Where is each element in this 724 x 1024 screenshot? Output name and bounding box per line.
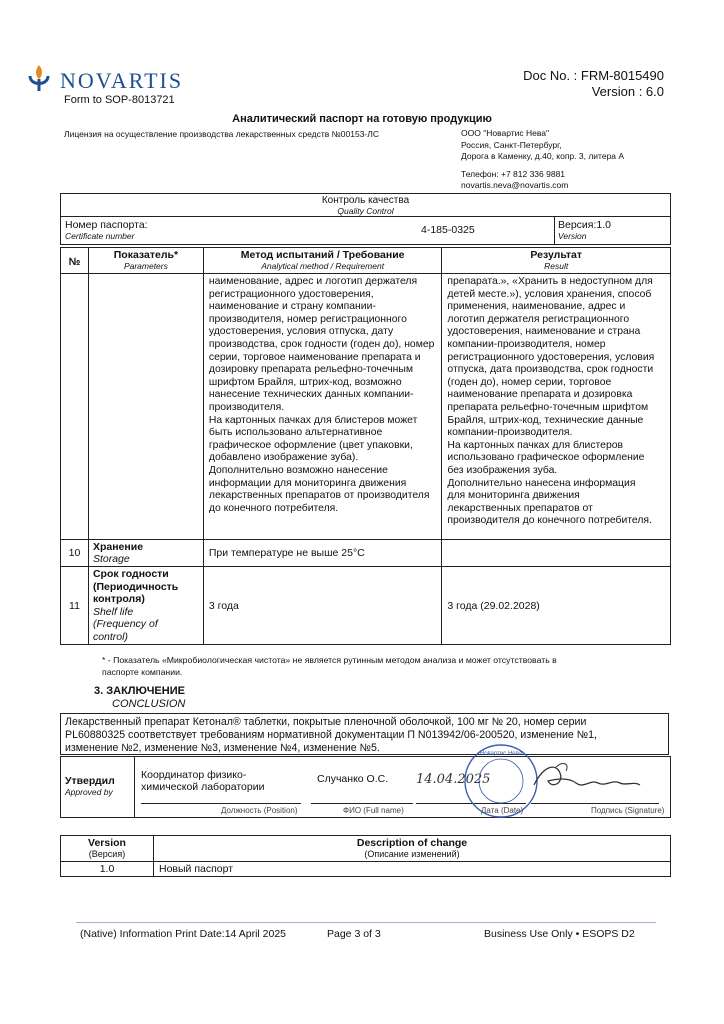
date-caption: Дата (Date) xyxy=(481,806,524,815)
result-continuation xyxy=(442,274,671,540)
text-line: до конечного потребителя. xyxy=(208,502,339,514)
text-line: препарата рельефно-точечным шрифтом xyxy=(447,401,649,413)
quality-control-box xyxy=(60,193,671,217)
row-parameter: Срок годности (Периодичность контроля) Shelf life (Frequency of control) xyxy=(88,567,203,645)
row-result xyxy=(442,540,671,567)
certificate-version-en: Version xyxy=(558,231,587,241)
handwritten-date: 14.04.2025 xyxy=(416,772,491,787)
signature xyxy=(526,759,646,799)
footer-classification: Business Use Only • ESOPS D2 xyxy=(484,928,635,940)
doc-number: Doc No. : FRM-8015490 xyxy=(523,68,664,83)
position-caption: Должность (Position) xyxy=(221,806,298,815)
certificate-label: Номер паспорта: xyxy=(65,219,148,231)
text-line: удостоверения, наименование и страна xyxy=(447,326,641,338)
text-line: шрифтом Брайля, штрих-код, возможно xyxy=(208,376,402,388)
text-line: регистрационного удостоверения, условия xyxy=(447,351,655,363)
svg-text:Новартис Нева: Новартис Нева xyxy=(479,751,523,757)
company-phone: Телефон: +7 812 336 9881 xyxy=(461,168,566,179)
text-line: использовано графическое оформление xyxy=(447,452,645,464)
text-line: производителя. xyxy=(208,401,285,413)
text-line: нанесение технических данных компании- xyxy=(208,389,414,401)
certificate-number: 4-185-0325 xyxy=(421,224,475,236)
conclusion-box: Лекарственный препарат Кетонал® таблетки, покрытые пленочной оболочкой, 100 мг № 20, номер серии PL60880325 соответствует требованиям нормативной документации П N013942/06-200520, изменение №1, изменение №2, изменение №3, изменение №4, изменение №5. xyxy=(60,713,669,755)
text-line: производителя, номер регистрационного xyxy=(208,313,407,325)
text-line: На картонных пачках для блистеров может xyxy=(208,414,418,426)
conclusion-heading-en: CONCLUSION xyxy=(112,698,186,710)
company-address-1: Россия, Санкт-Петербург, xyxy=(461,139,562,150)
change-version: 1.0 xyxy=(61,862,154,877)
document-title: Аналитический паспорт на готовую продукцию xyxy=(232,113,492,125)
text-line: компании-производителя, номер xyxy=(447,338,606,350)
text-line: наименование препарата и дозировка xyxy=(447,389,633,401)
header-parameter: Показатель* Parameters xyxy=(88,248,203,274)
header-method: Метод испытаний / Требование Analytical method / Requirement xyxy=(203,248,442,274)
text-line: Брайля, штрих-код, технические данные xyxy=(447,414,644,426)
flame-icon xyxy=(26,62,52,94)
header-number: № xyxy=(61,248,89,274)
certificate-version: Версия:1.0 xyxy=(558,219,611,231)
change-history-table xyxy=(60,835,671,877)
certificate-label-en: Certificate number xyxy=(65,231,135,241)
table-row xyxy=(61,540,671,567)
row-result: 3 года (29.02.2028) xyxy=(442,567,671,645)
conclusion-heading: 3. ЗАКЛЮЧЕНИЕ xyxy=(94,685,185,697)
text-line: производства, срок годности (годен до), номер xyxy=(208,338,435,350)
text-line: графическое оформление (цвет упаковки, xyxy=(208,439,413,451)
signature-caption: Подпись (Signature) xyxy=(591,806,665,815)
row-number: 11 xyxy=(61,567,89,645)
brand-name: NOVARTIS xyxy=(60,68,184,93)
text-line: На картонных пачках для блистеров xyxy=(447,439,624,451)
method-continuation xyxy=(203,274,442,540)
text-line: компании-производителя. xyxy=(447,427,573,439)
footnote: * - Показатель «Микробиологическая чистота» не является рутинным методом анализа и может отсутствовать в паспорте компании. xyxy=(102,655,557,677)
text-line: производителя до конечного потребителя. xyxy=(447,515,652,527)
row-method: 3 года xyxy=(203,567,442,645)
text-line: удостоверения, условия отпуска, дату xyxy=(208,326,394,338)
approved-label: Утвердил xyxy=(65,775,115,787)
approval-box xyxy=(60,751,671,818)
form-ref: Form to SOP-8013721 xyxy=(64,94,175,106)
description-header: Description of change (Описание изменений) xyxy=(154,836,671,862)
company-block xyxy=(461,128,624,192)
company-address-2: Дорога в Каменку, д.40, копр. 3, литера А xyxy=(461,151,625,161)
change-header-row xyxy=(61,836,671,862)
company-name: ООО "Новартис Нева" xyxy=(461,128,550,138)
text-line: дозировку препарата рельефно-точечным xyxy=(208,364,414,376)
row-method: При температуре не выше 25°C xyxy=(203,540,442,567)
table-row-continuation xyxy=(61,274,671,540)
approved-label-en: Approved by xyxy=(65,787,113,797)
company-email: novartis.neva@novartis.com xyxy=(461,180,569,190)
header-result: Результат Result xyxy=(442,248,671,274)
table-row xyxy=(61,567,671,645)
text-line: лекарственных препаратов от xyxy=(447,502,593,514)
row-number: 10 xyxy=(61,540,89,567)
approver-name: Случанко О.С. xyxy=(317,773,389,785)
text-line: лекарственных препаратов от производителя xyxy=(208,490,430,502)
license-line: Лицензия на осуществление производства лекарственных средств №00153-ЛС xyxy=(64,129,379,139)
footer-print-date: (Native) Information Print Date:14 April 2025 xyxy=(80,928,287,940)
text-line: Дополнительно возможно нанесение xyxy=(208,464,388,476)
novartis-logo xyxy=(26,62,196,98)
text-line: препарата.», «Хранить в недоступном для xyxy=(447,276,653,287)
table-row xyxy=(61,862,671,877)
text-line: быть использовано альтернативное xyxy=(208,427,383,439)
row-parameter: Хранение Storage xyxy=(88,540,203,567)
text-line: детей месте.»), условия хранения, способ xyxy=(447,288,652,300)
text-line: наименование и страну компании- xyxy=(208,301,376,313)
qc-subtitle: Quality Control xyxy=(337,206,394,216)
table-header-row xyxy=(61,248,671,274)
text-line: применения, наименование, адрес и xyxy=(447,301,626,313)
name-caption: ФИО (Full name) xyxy=(343,806,404,815)
text-line: без изображения зуба. xyxy=(447,464,558,476)
parameters-table xyxy=(60,247,671,645)
text-line: отпуска, дата производства, срок годности xyxy=(447,364,654,376)
text-line: регистрационного удостоверения, xyxy=(208,288,374,300)
text-line: добавлено изображение зуба). xyxy=(208,452,359,464)
footer-divider xyxy=(76,922,656,923)
text-line: логотип держателя регистрационного xyxy=(447,313,630,325)
text-line: серии, торговое наименование препарата и xyxy=(208,351,421,363)
approver-position: Координатор физико- химической лаборатории xyxy=(141,769,265,793)
change-description: Новый паспорт xyxy=(154,862,671,877)
doc-version: Version : 6.0 xyxy=(591,84,664,99)
qc-title: Контроль качества xyxy=(321,195,410,206)
text-line: для мониторинга движения xyxy=(447,490,580,502)
text-line: наименование, адрес и логотип держателя xyxy=(208,276,418,287)
version-header: Version (Версия) xyxy=(61,836,154,862)
text-line: (годен до), номер серии, торговое xyxy=(447,376,612,388)
footer-page: Page 3 of 3 xyxy=(327,928,381,940)
text-line: Дополнительно нанесена информация xyxy=(447,477,636,489)
certificate-box xyxy=(60,216,671,245)
text-line: информации для мониторинга движения xyxy=(208,477,407,489)
